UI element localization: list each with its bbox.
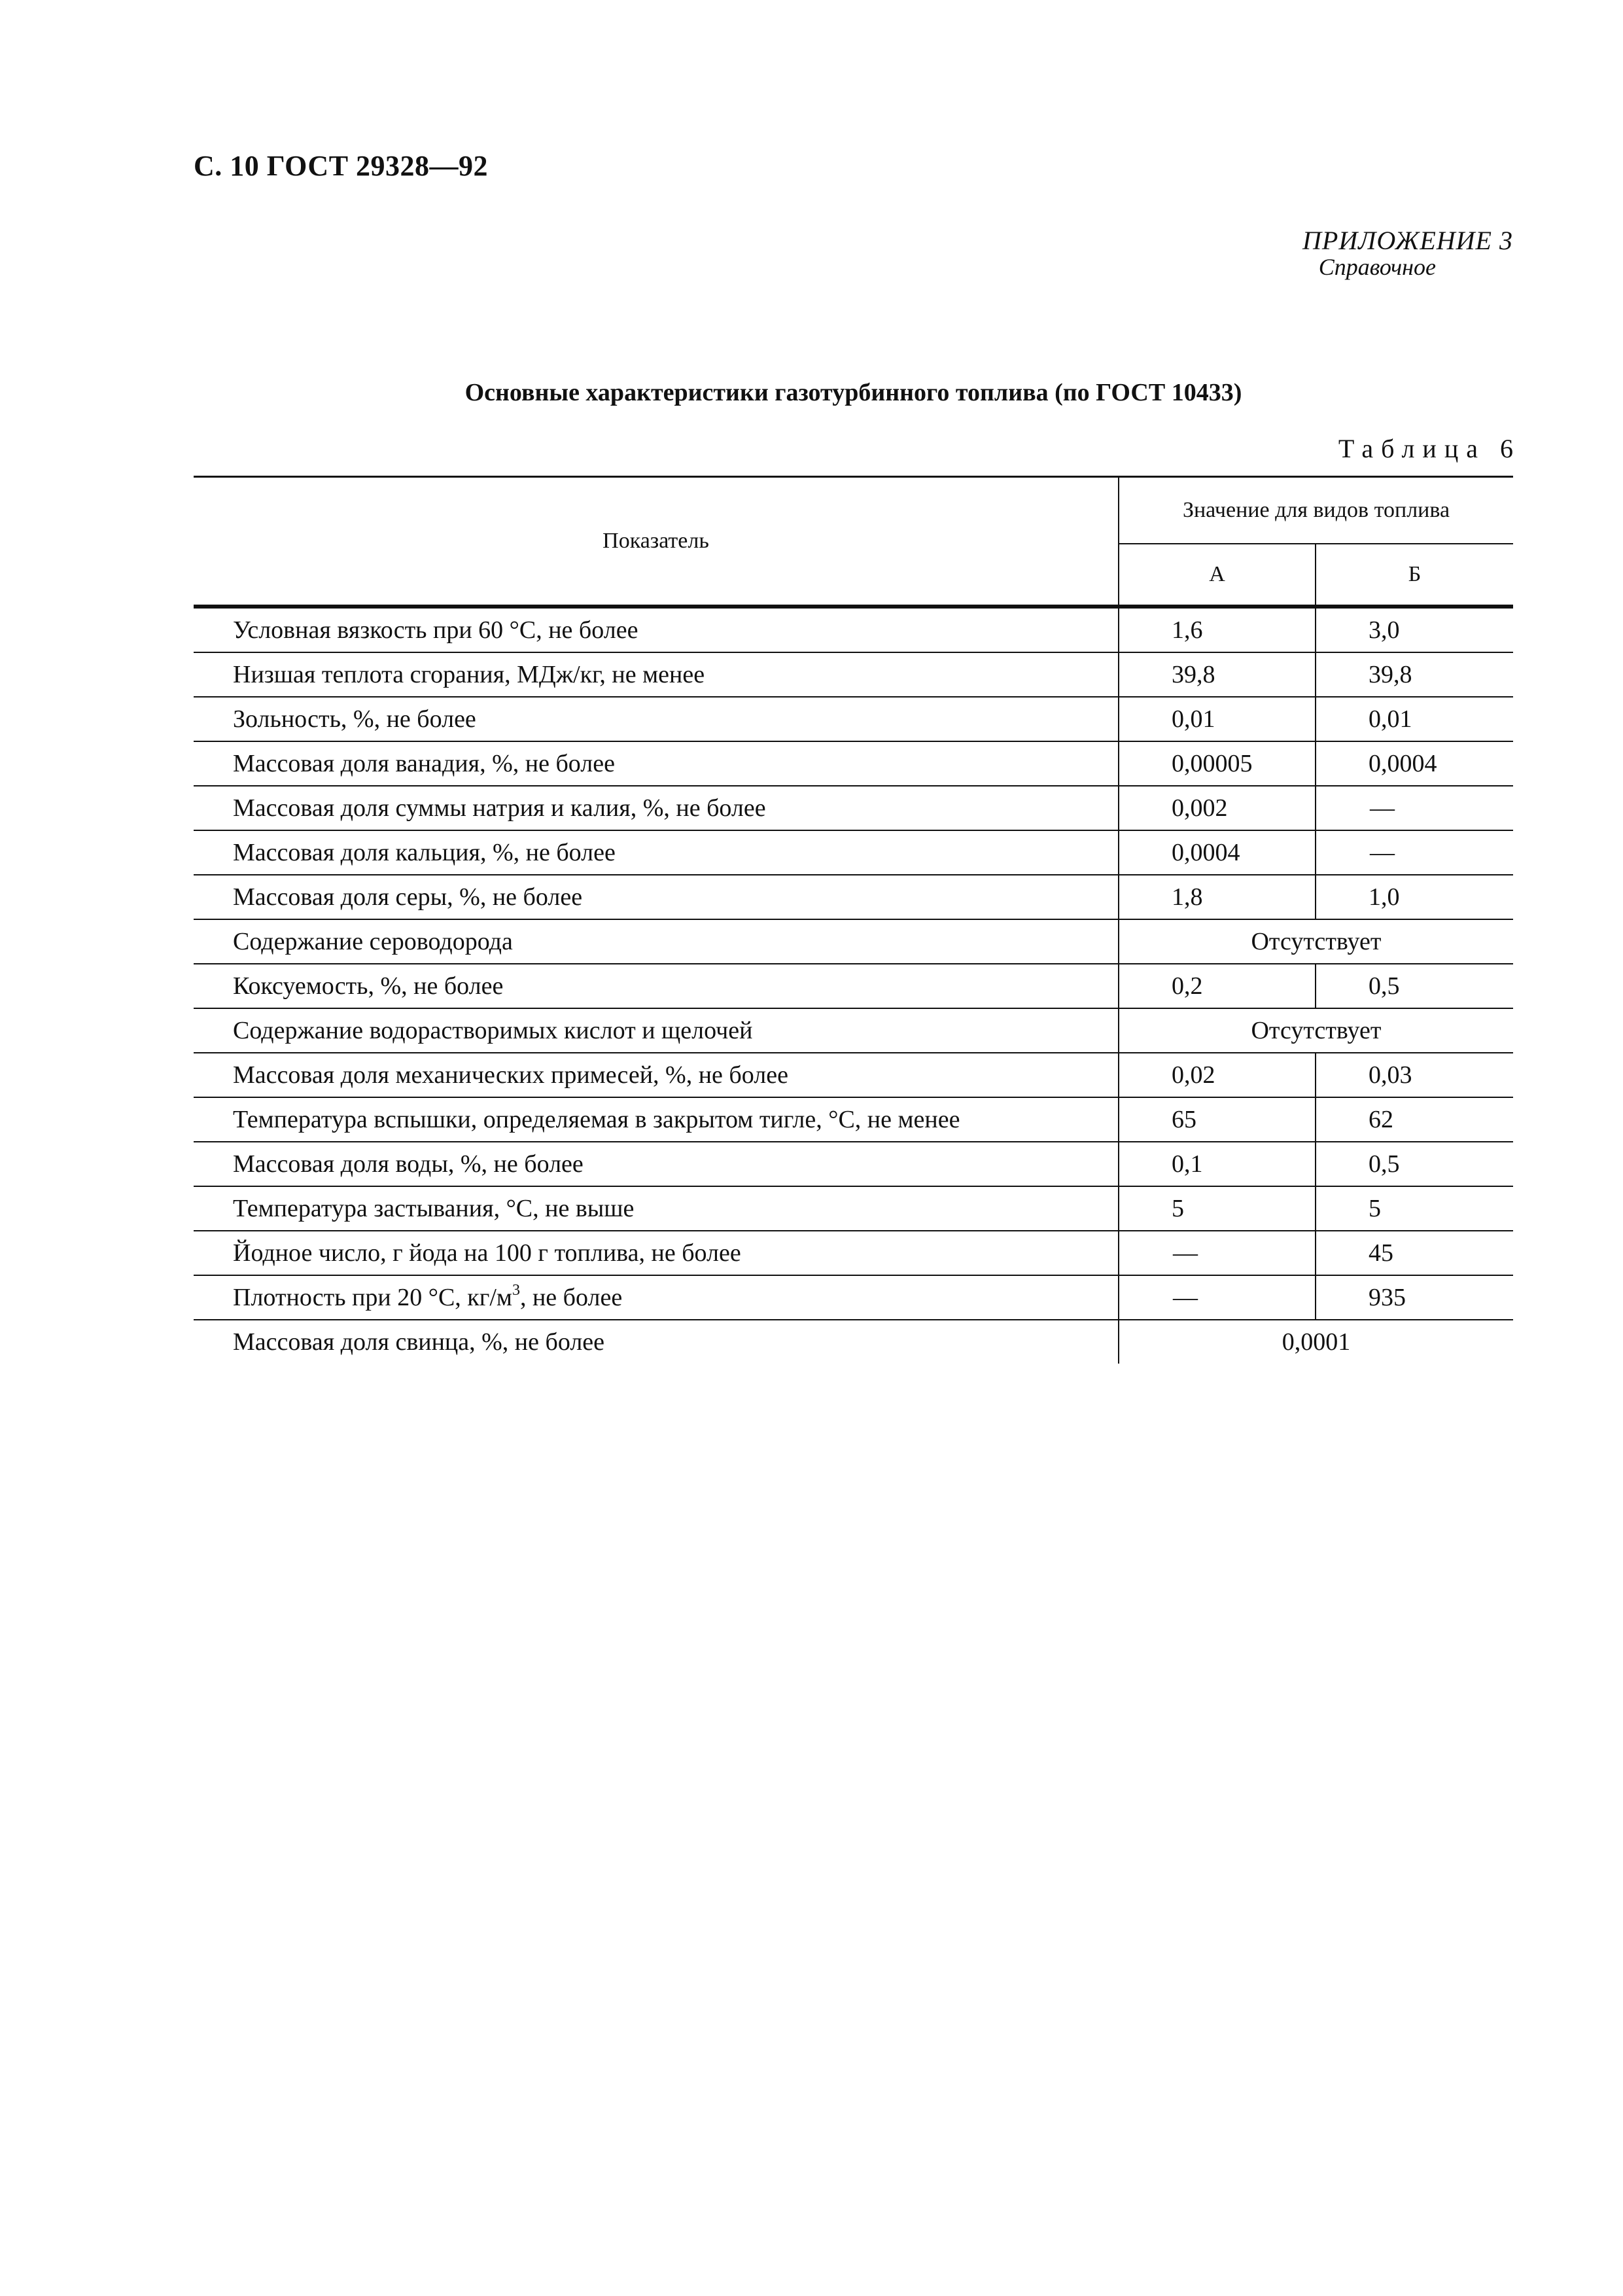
value-a: 0,002 [1119,786,1316,830]
table-row [194,786,1513,830]
value-b: 935 [1316,1275,1513,1320]
fuel-characteristics-table [194,476,1513,1364]
row-name: Массовая доля серы, %, не более [194,875,1119,919]
appendix-block [1302,228,1513,279]
row-name: Температура застывания, °С, не выше [194,1186,1119,1231]
table-row [194,1320,1513,1364]
value-b: 45 [1316,1231,1513,1275]
value-b: 0,5 [1316,1142,1513,1186]
table-row [194,830,1513,875]
row-name-suffix: , не более [519,1284,623,1311]
header-value-group: Значение для видов топлива [1119,477,1513,544]
row-name: Массовая доля ванадия, %, не более [194,741,1119,786]
value-a: 0,01 [1119,697,1316,741]
table-row [194,1142,1513,1186]
value-a: 0,02 [1119,1053,1316,1097]
table-row [194,652,1513,697]
row-name: Массовая доля свинца, %, не более [233,1328,605,1356]
row-name [194,1275,1119,1320]
value-b: 5 [1316,1186,1513,1231]
row-name: Температура вспышки, определяемая в закрытом тигле, °С, не менее [194,1097,1119,1142]
value-a: — [1119,1231,1316,1275]
value-a: 65 [1119,1097,1316,1142]
row-name: Коксуемость, %, не более [194,964,1119,1008]
superscript-exponent: 3 [512,1282,520,1299]
row-name: Зольность, %, не более [194,697,1119,741]
value-a: 0,0004 [1119,830,1316,875]
value-b: 0,01 [1316,697,1513,741]
table-row [194,919,1513,964]
table-row [194,1097,1513,1142]
row-name: Массовая доля суммы натрия и калия, %, не более [194,786,1119,830]
table-row [194,1053,1513,1097]
table-row [194,1186,1513,1231]
value-b: 1,0 [1316,875,1513,919]
value-b: 62 [1316,1097,1513,1142]
table-row [194,697,1513,741]
value-a: 0,00005 [1119,741,1316,786]
value-a: 1,8 [1119,875,1316,919]
value-b: — [1316,786,1513,830]
header-col-a: А [1119,544,1316,607]
value-b: — [1316,830,1513,875]
row-name: Содержание водорастворимых кислот и щелочей [194,1008,1119,1053]
value-a: 1,6 [1119,607,1316,652]
row-name: Низшая теплота сгорания, МДж/кг, не менее [194,652,1119,697]
appendix-type: Справочное [1318,254,1436,280]
table-row [194,607,1513,652]
document-title: Основные характеристики газотурбинного топлива (по ГОСТ 10433) [464,379,1242,406]
value-b: 0,5 [1316,964,1513,1008]
row-name-text: Плотность при 20 °С, кг/м [233,1284,512,1311]
value-b: 3,0 [1316,607,1513,652]
value-b: 0,03 [1316,1053,1513,1097]
page-header: С. 10 ГОСТ 29328—92 [194,150,489,182]
table-row [194,964,1513,1008]
table-row [194,1231,1513,1275]
row-name: Массовая доля воды, %, не более [194,1142,1119,1186]
appendix-title: ПРИЛОЖЕНИЕ 3 [1302,226,1513,255]
value-merged: Отсутствует [1119,1008,1513,1053]
table-row [194,741,1513,786]
header-col-b: Б [1316,544,1513,607]
value-a: 39,8 [1119,652,1316,697]
table-row [194,1008,1513,1053]
table-label: Таблица 6 [1338,434,1521,463]
row-name: Массовая доля кальция, %, не более [194,830,1119,875]
value-merged: Отсутствует [1119,919,1513,964]
row-name: Содержание сероводорода [194,919,1119,964]
table-row [194,875,1513,919]
row-name: Условная вязкость при 60 °С, не более [194,607,1119,652]
value-a: 0,2 [1119,964,1316,1008]
value-a: 0,1 [1119,1142,1316,1186]
value-a: — [1119,1275,1316,1320]
row-name: Йодное число, г йода на 100 г топлива, не более [194,1231,1119,1275]
value-b: 0,0004 [1316,741,1513,786]
row-name: Массовая доля механических примесей, %, не более [194,1053,1119,1097]
header-param: Показатель [194,477,1119,607]
value-b: 39,8 [1316,652,1513,697]
table-row [194,1275,1513,1320]
value-a: 5 [1119,1186,1316,1231]
value-merged: 0,0001 [1119,1320,1513,1364]
